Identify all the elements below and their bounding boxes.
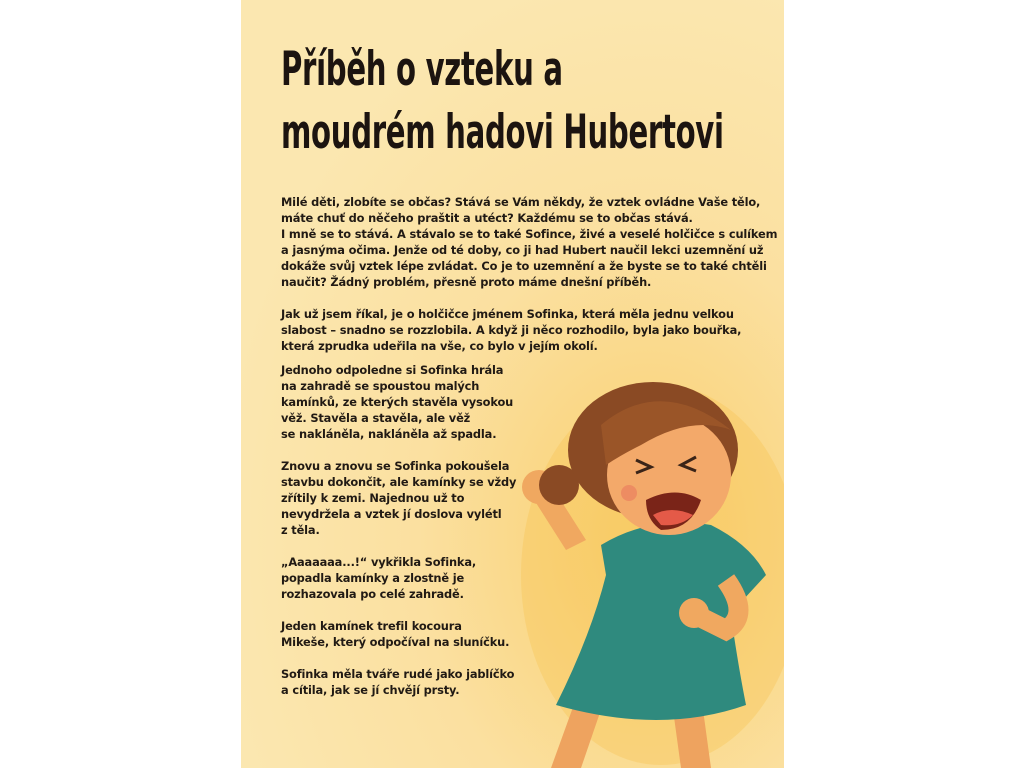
text-line: z těla. [281, 523, 320, 537]
text-line: věž. Stavěla a stavěla, ale věž [281, 411, 471, 425]
text-line: „Aaaaaaa...!“ vykřikla Sofinka, [281, 555, 477, 569]
text-line: dokáže svůj vztek lépe zvládat. Co je to uzemnění a že byste se to také chtěli [281, 259, 767, 273]
text-line: se nakláněla, nakláněla až spadla. [281, 427, 497, 441]
paragraph [281, 306, 777, 354]
text-line: Jak už jsem říkal, je o holčičce jménem Sofinka, která měla jednu velkou [281, 307, 734, 321]
text-line: máte chuť do něčeho praštit a utéct? Každému se to občas stává. [281, 211, 693, 225]
paragraph [281, 458, 516, 538]
title-line: Příběh o vzteku a [281, 42, 563, 97]
text-line: na zahradě se spoustou malých [281, 379, 480, 393]
text-line: popadla kamínky a zlostně je [281, 571, 465, 585]
text-line: stavbu dokončit, ale kamínky se vždy [281, 475, 517, 489]
title-line: moudrém hadovi Hubertovi [281, 105, 724, 160]
text-line: Mikeše, který odpočíval na sluníčku. [281, 635, 510, 649]
story-text [281, 362, 516, 714]
story-page [241, 0, 784, 768]
text-line: a cítila, jak se jí chvějí prsty. [281, 683, 460, 697]
text-line: naučit? Žádný problém, přesně proto máme dnešní příběh. [281, 275, 652, 289]
text-line: a jasnýma očima. Jenže od té doby, co ji had Hubert naučil lekci uzemnění už [281, 243, 764, 257]
angry-girl-illustration [511, 375, 784, 768]
paragraph [281, 666, 516, 698]
paragraph [281, 554, 516, 602]
text-line: Sofinka měla tváře rudé jako jablíčko [281, 667, 515, 681]
text-line: kamínků, ze kterých stavěla vysokou [281, 395, 514, 409]
text-line: Milé děti, zlobíte se občas? Stává se Vám někdy, že vztek ovládne Vaše tělo, [281, 195, 761, 209]
text-line: nevydržela a vztek jí doslova vylétl [281, 507, 502, 521]
text-line: I mně se to stává. A stávalo se to také Sofince, živé a veselé holčičce s culíkem [281, 227, 778, 241]
page-title [281, 38, 724, 164]
text-line: Jeden kamínek trefil kocoura [281, 619, 462, 633]
text-line: zřítily k zemi. Najednou už to [281, 491, 465, 505]
paragraph [281, 362, 516, 442]
text-line: slabost – snadno se rozzlobila. A když ji něco rozhodilo, byla jako bouřka, [281, 323, 742, 337]
paragraph [281, 194, 777, 290]
text-line: která zprudka udeřila na vše, co bylo v jejím okolí. [281, 339, 598, 353]
text-line: Znovu a znovu se Sofinka pokoušela [281, 459, 510, 473]
paragraph [281, 618, 516, 650]
text-line: Jednoho odpoledne si Sofinka hrála [281, 363, 504, 377]
text-line: rozhazovala po celé zahradě. [281, 587, 464, 601]
intro-text [281, 194, 777, 370]
